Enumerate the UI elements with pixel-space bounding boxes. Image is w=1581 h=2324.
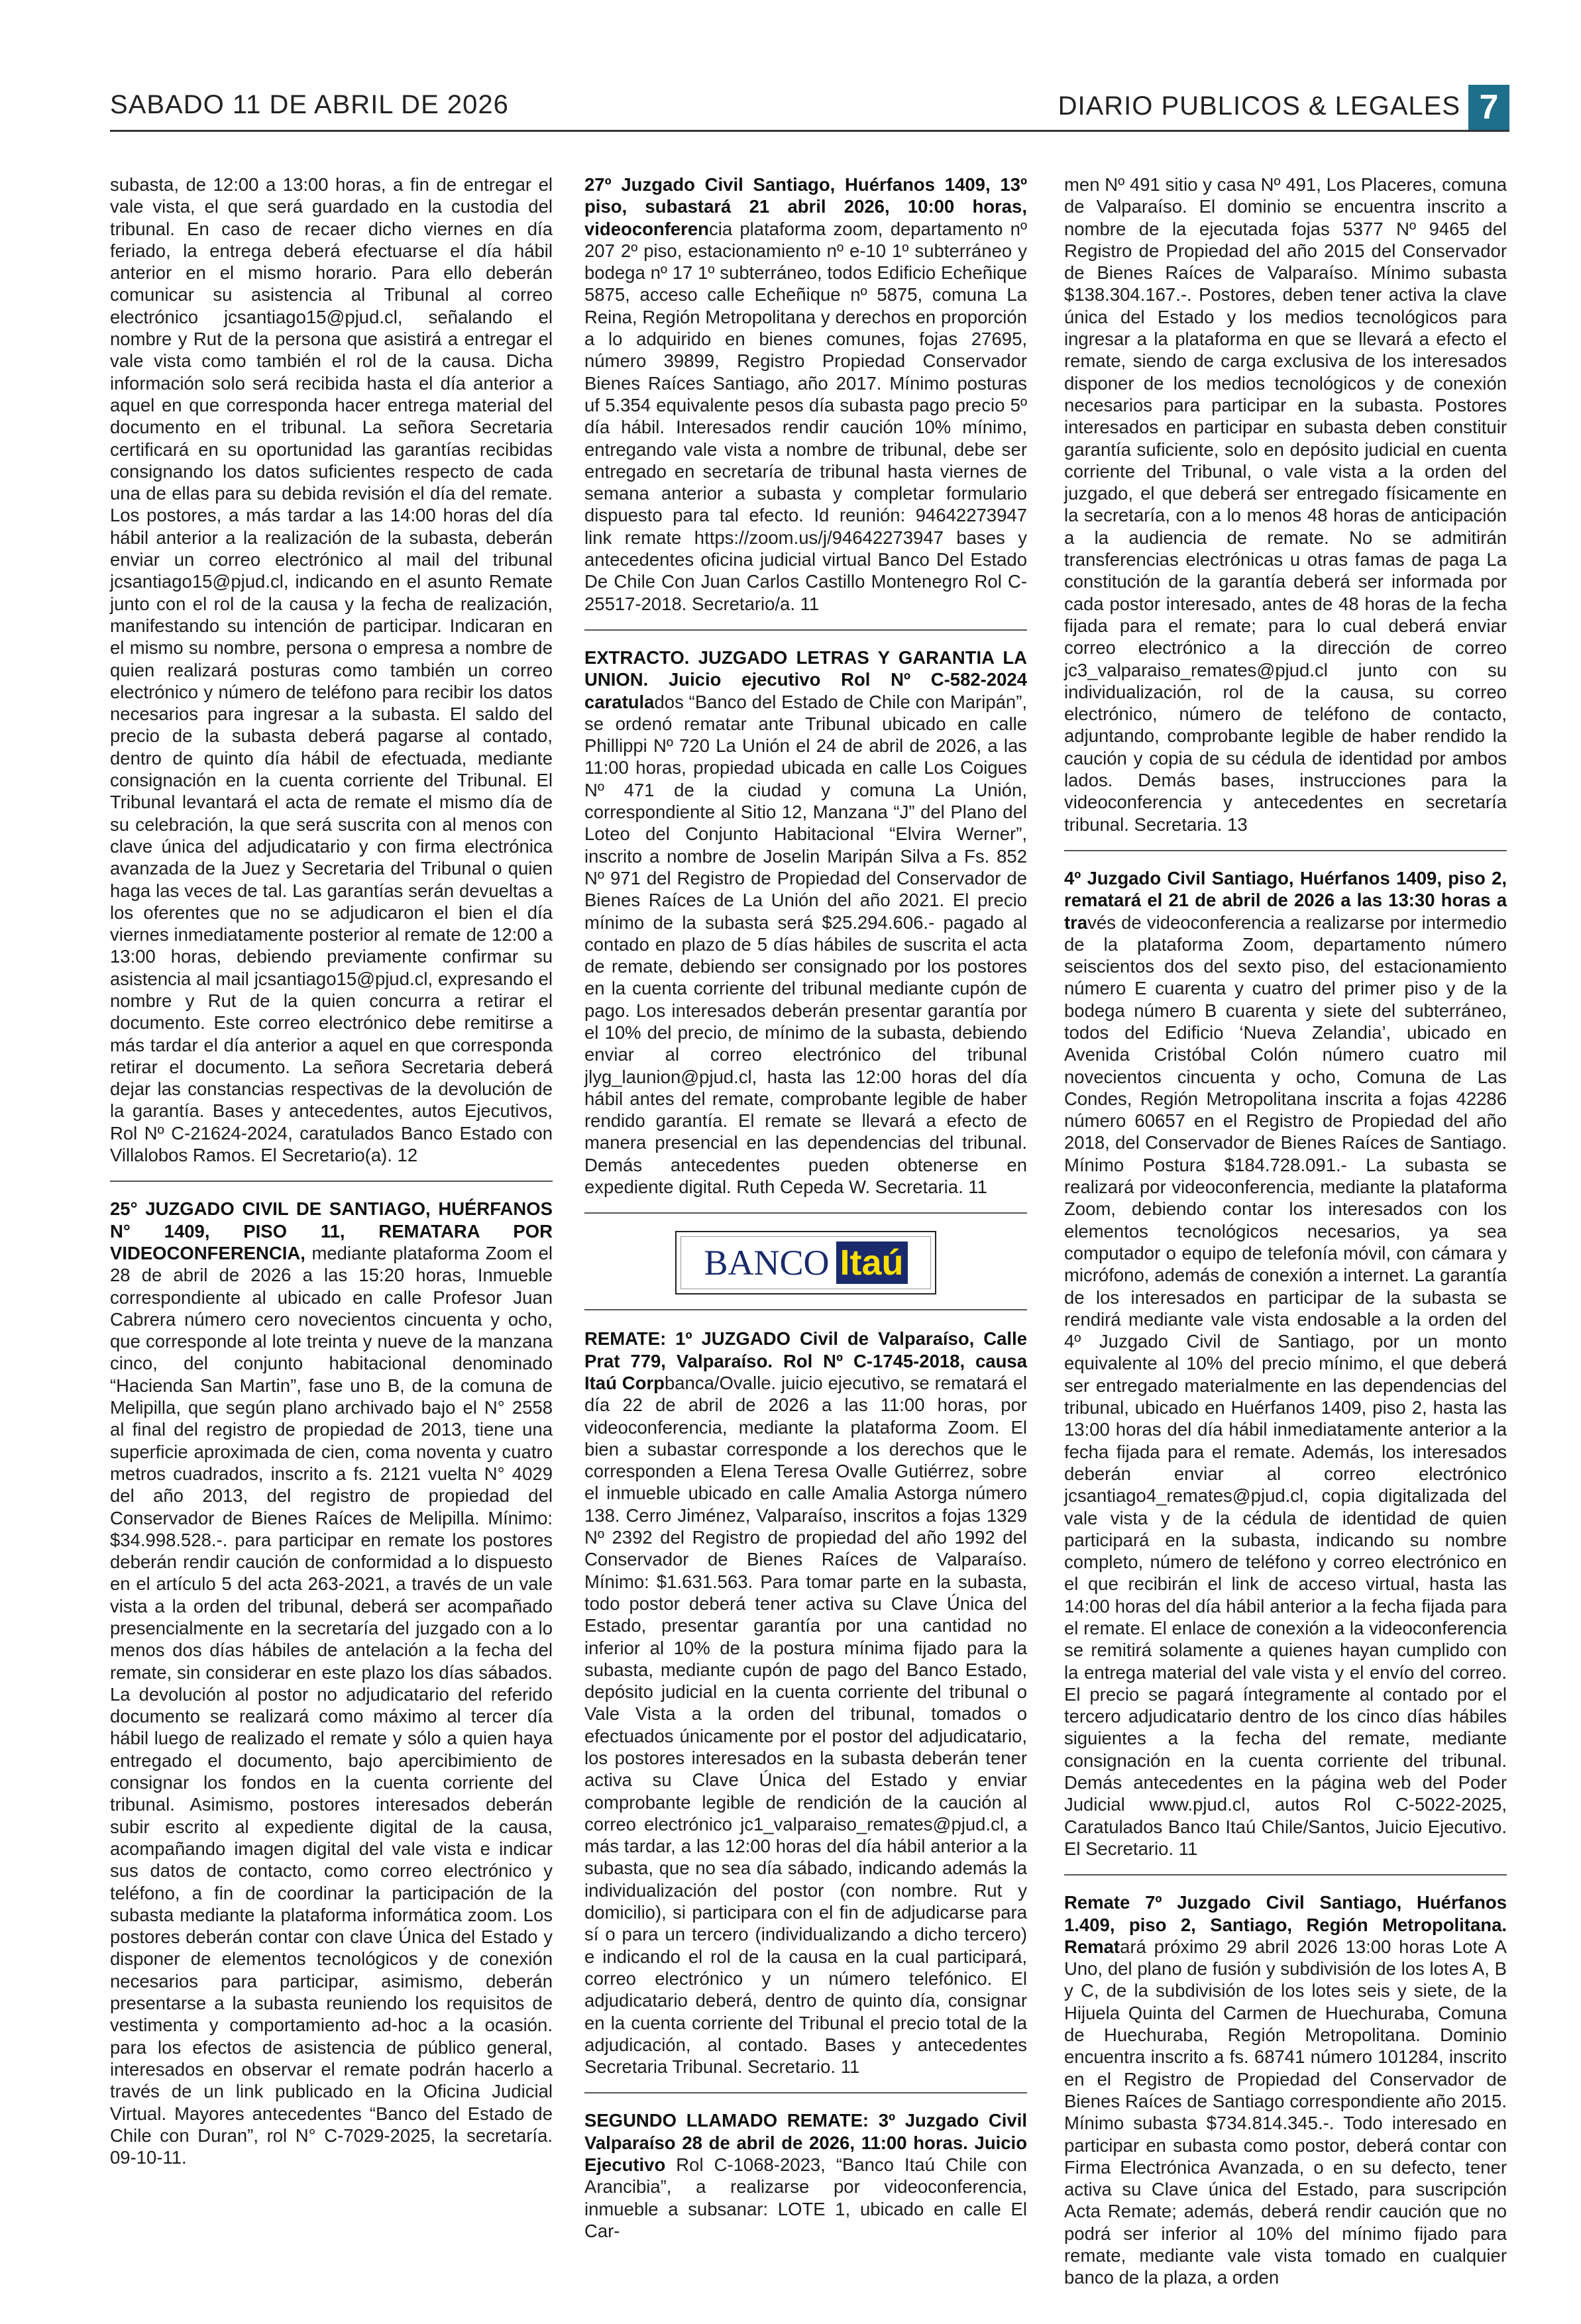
notice-divider: [1064, 1874, 1507, 1875]
notice-text: men Nº 491 sitio y casa Nº 491, Los Placeres, comuna de Valparaíso. El dominio se encuentra inscrito a nombre de la ejecutada fojas 5377 Nº 9465 del Registro de Propiedad del año 2015 del Conservador de Bienes Raíces de Valparaíso. Mínimo subasta $138.304.167.-. Postores, deben tener activa la clave única del Estado y los medios tecnológicos para ingresar a la plataforma en que se llevará a efecto el remate, siendo de carga exclusiva de los interesados disponer de los medios tecnológicos y de conexión necesarios para participar en la subasta. Postores interesados en participar en subasta deben constituir garantía suficiente, solo en depósito judicial en cuenta corriente del Tribunal, o vale vista a la orden del juzgado, el que deberá ser entregado físicamente en la secretaría, con a lo menos 48 horas de anticipación a la audiencia de remate. No se admitirán transferencias electrónicas u otras famas de paga La constitución de la garantía deberá ser informada por cada postor interesado, antes de 48 horas de la fecha fijada para el remate; para lo cual deberá enviar correo electrónico a la dirección de correo jc3_valparaiso_remates@pjud.cl junto con su individualización, rol de la causa, su correo electrónico, número de teléfono de contacto, adjuntando, comprobante legible de haber rendido la caución y copia de su cédula de identidad por ambos lados. Demás bases, instrucciones para la videoconferencia y antecedentes en secretaría tribunal. Secretaria. 13: [1064, 174, 1507, 835]
banco-itau-logo: [675, 1231, 936, 1294]
notice-heading: 25° JUZGADO CIVIL DE SANTIAGO, HUÉRFANOS N° 1409, PISO 11, REMATARA POR VIDEOCONFERENCIA,: [110, 1198, 553, 1263]
notice-divider: [110, 1181, 553, 1182]
issue-date: SABADO 11 DE ABRIL DE 2026: [110, 90, 509, 119]
notice-divider: [584, 629, 1027, 631]
logo-banco-text: BANCO: [704, 1242, 830, 1283]
notice-text: banca/Ovalle. juicio ejecutivo, se rematará el día 22 de abril de 2026 a las 11:00 horas, por videoconferencia, mediante la plataforma Zoom. El bien a subastar corresponde a los derechos que le corresponden a Elena Teresa Ovalle Gutiérrez, sobre el inmueble ubicado en calle Amalia Astorga número 138. Cerro Jiménez, Valparaíso, inscritos a fojas 1329 Nº 2392 del Registro de propiedad del año 1992 del Conservador de Bienes Raíces de Valparaíso. Mínimo: $1.631.563. Para tomar parte en la subasta, todo postor deberá tener activa su Clave Única del Estado, presentar garantía por una cantidad no inferior al 10% de la postura mínima fijado para la subasta, mediante cupón de pago del Banco Estado, depósito judicial en la cuenta corriente del tribunal o Vale Vista a la orden del tribunal, tomados o efectuados únicamente por el postor del adjudicatario, los postores interesados en la subasta deberán tener activa su Clave Única del Estado y enviar comprobante legible de rendición de la caución al correo electrónico jc1_valparaiso_remates@pjud.cl, a más tardar, a las 12:00 horas del día hábil anterior a la subasta, que no sea día sábado, indicando además la individualización del postor (con nombre. Rut y domicilio), si participara con el fin de adjudicarse para sí o para un tercero (individualizando a dicho tercero) e indicando el rol de la causa en la cual participará, correo electrónico y un número telefónico. El adjudicatario deberá, dentro de quinto día, consignar en la cuenta corriente del Tribunal el precio total de la adjudicación, al contado. Bases y antecedentes Secretaria Tribunal. Secretario. 11: [584, 1372, 1027, 2078]
notice-text: dos “Banco del Estado de Chile con Maripán”, se ordenó rematar ante Tribunal ubicado en calle Phillippi Nº 720 La Unión el 24 de abril de 2026, a las 11:00 horas, propiedad ubicada en calle Los Coigues Nº 471 de la ciudad y comuna La Unión, correspondiente al Sitio 12, Manzana “J” del Plano del Loteo del Conjunto Habitacional “Elvira Werner”, inscrito a nombre de Joselin Maripán Silva a Fs. 852 Nº 971 del Registro de Propiedad del Conservador de Bienes Raíces de La Unión del año 2021. El precio mínimo de la subasta será $25.294.606.- pagado al contado en plazo de 5 días hábiles de suscrita el acta de remate, debiendo ser consignado por los postores en la cuenta corriente del tribunal mediante cupón de pago. Los interesados deberán presentar garantía por el 10% del precio, de mínimo de la subasta, debiendo enviar al correo electrónico del tribunal jlyg_launion@pjud.cl, hasta las 12:00 horas del día hábil antes del remate, comprobante legible de haber rendido garantía. El remate se llevará a efecto de manera presencial en las dependencias del tribunal. Demás antecedentes pueden obtenerse en expediente digital. Ruth Cepeda W. Secretaria. 11: [584, 691, 1027, 1198]
notice-continuation: [110, 174, 553, 1166]
notice-1-juzgado-valparaiso: [584, 1328, 1027, 2078]
notice-heading: 27º Juzgado Civil Santiago, Huérfanos 1409, 13º piso, subastará 21 abril 2026, 10:00 horas, videoconferen: [584, 174, 1027, 239]
notice-heading: SEGUNDO LLAMADO REMATE: 3º Juzgado Civil Valparaíso 28 de abril de 2026, 11:00 horas. Juicio Ejecutivo: [584, 2110, 1027, 2176]
notice-text: ará próximo 29 abril 2026 13:00 horas Lote A Uno, del plano de fusión y subdivisión de los lotes A, B y C, de la subdivisión de los lotes seis y siete, de la Hijuela Quinta del Carmen de Huechuraba, Comuna de Huechuraba, Región Metropolitana. Dominio encuentra inscrito a fs. 68741 número 101284, inscrito en el Registro de Propiedad del Conservador de Bienes Raíces de Santiago correspondiente año 2015. Mínimo subasta $734.814.345.-. Todo interesado en participar en subasta como postor, deberá contar con Firma Electrónica Avanzada, o en su defecto, tener activa su Clave única del Estado, para suscripción Acta Remate; además, deberá rendir caución que no podrá ser inferior al 10% del mínimo fijado para remate, mediante vale vista tomado en cualquier banco de la plaza, a orden: [1064, 1936, 1507, 2288]
notice-text: mediante plataforma Zoom el 28 de abril de 2026 a las 15:20 horas, Inmueble correspondiente al ubicado en calle Profesor Juan Cabrera número cero novecientos cincuenta y ocho, que corresponde al lote treinta y nueve de la manzana cinco, del conjunto habitacional denominado “Hacienda San Martin”, fase uno B, de la comuna de Melipilla, que según plano archivado bajo el N° 2558 al final del registro de propiedad de 2013, tiene una superficie aproximada de cien, coma noventa y cuatro metros cuadrados, inscrito a fs. 2121 vuelta N° 4029 del año 2013, del registro de propiedad del Conservador de Bienes Raíces de Melipilla. Mínimo: $34.998.528.-. para participar en remate los postores deberán rendir caución de conformidad a lo dispuesto en el artículo 5 del acta 263-2021, a través de un vale vista a la orden del tribunal, deberá ser acompañado presencialmente en la secretaría del juzgado con a lo menos dos días hábiles de antelación a la fecha del remate, sin considerar en este plazo los días sábados. La devolución al postor no adjudicatario del referido documento se realizará como máximo al tercer día hábil luego de realizado el remate y sólo a quien haya entregado el documento, bajo apercibimiento de consignar los fondos en la cuenta corriente del tribunal. Asimismo, postores interesados deberán subir escrito al expediente digital de la causa, acompañando imagen digital del vale vista e indicar sus datos de contacto, como correo electrónico y teléfono, a fin de coordinar la participación de la subasta mediante la plataforma informática zoom. Los postores deberán contar con clave Única del Estado y disponer de elementos tecnológicos y de conexión necesarios para participar, asimismo, deberán presentarse a la subasta reuniendo los requisitos de vestimenta y comportamiento ad-hoc a la ocasión. para los efectos de asistencia de público general, interesados en observar el remate podrán hacerlo a través de un link publicado en la Oficina Judicial Virtual. Mayores antecedentes “Banco del Estado de Chile con Duran”, rol N° C-7029-2025, la secretaría. 09-10-11.: [110, 1242, 553, 2168]
notice-divider: [584, 2092, 1027, 2093]
notice-text: Rol C-1068-2023, “Banco Itaú Chile con Arancibia”, a realizarse por videoconferencia, inmueble a subsanar: LOTE 1, ubicado en calle El Car-: [584, 2154, 1027, 2241]
notice-divider: [584, 1212, 1027, 1214]
page-number-badge: 7: [1468, 85, 1509, 130]
notice-heading: Remate 7º Juzgado Civil Santiago, Huérfanos 1.409, piso 2, Santiago, Región Metropolitana. Remat: [1064, 1892, 1507, 1957]
notice-25-juzgado: [110, 1198, 553, 2168]
column-3: [1064, 174, 1507, 2289]
notice-7-juzgado: [1064, 1891, 1507, 2288]
column-2: [584, 174, 1027, 2242]
notice-text: vés de videoconferencia a realizarse por intermedio de la plataforma Zoom, departamento número seiscientos dos del sexto piso, del estacionamiento número E cuarenta y cuatro del primer piso y de la bodega número B cuarenta y siete del subterráneo, todos del Edificio ‘Nueva Zelandia’, ubicado en Avenida Cristóbal Colón número cuatro mil novecientos cincuenta y ocho, Comuna de Las Condes, Región Metropolitana inscrita a fojas 42286 número 60657 en el Registro de Propiedad del año 2018, del Conservador de Bienes Raíces de Santiago. Mínimo Postura $184.728.091.- La subasta se realizará por videoconferencia, mediante la plataforma Zoom, debiendo contar los interesados con los elementos tecnológicos necesarios, ya sea computador o equipo de telefonía móvil, con cámara y micrófono, además de conexión a internet. La garantía de los interesados en participar de la subasta se rendirá mediante vale vista endosable a la orden del 4º Juzgado Civil de Santiago, por un monto equivalente al 10% del precio mínimo, el que deberá ser entregado materialmente en las dependencias del tribunal, ubicado en Huérfanos 1409, piso 2, hasta las 13:00 horas del día hábil inmediatamente anterior a la fecha fijada para el remate. Además, los interesados deberán enviar al correo electrónico jcsantiago4_remates@pjud.cl, copia digitalizada del vale vista y de la cédula de identidad de quien participará en la subasta, indicando su nombre completo, número de teléfono y correo electrónico en el que recibirán el link de acceso virtual, hasta las 14:00 horas del día hábil anterior a la fecha fijada para el remate. El enlace de conexión a la videoconferencia se remitirá solamente a quienes hayan cumplido con la entrega material del vale vista y el envío del correo. El precio se pagará íntegramente al contado por el tercero adjudicatario dentro de los cinco días hábiles siguientes a la fecha del remate, mediante consignación en la cuenta corriente del tribunal. Demás antecedentes en la página web del Poder Judicial www.pjud.cl, autos Rol C-5022-2025, Caratulados Banco Itaú Chile/Santos, Juicio Ejecutivo. El Secretario. 11: [1064, 912, 1507, 1859]
notice-27-juzgado: [584, 174, 1027, 615]
notice-text: subasta, de 12:00 a 13:00 horas, a fin de entregar el vale vista, el que será guardado en la custodia del tribunal. En caso de recaer dicho viernes en día feriado, la entrega deberá efectuarse el día hábil anterior en el mismo horario. Para ello deberán comunicar su asistencia al Tribunal al correo electrónico jcsantiago15@pjud.cl, señalando el nombre y Rut de la persona que asistirá a entregar el vale vista como también el rol de la causa. Dicha información solo será recibida hasta el día anterior a aquel en que corresponda hacer entrega material del documento en el tribunal. La señora Secretaria certificará en su oportunidad las garantías recibidas consignando los datos suficientes respecto de cada una de ellas para su debida revisión el día del remate. Los postores, a más tardar a las 14:00 horas del día hábil anterior a la realización de la subasta, deberán enviar un correo electrónico al mail del tribunal jcsantiago15@pjud.cl, indicando en el asunto Remate junto con el rol de la causa y la fecha de realización, manifestando su intención de participar. Indicaran en el mismo su nombre, persona o empresa a nombre de quien realizará posturas como también un correo electrónico y número de teléfono para recibir los datos necesarios para ingresar a la subasta. El saldo del precio de la subasta deberá pagarse al contado, dentro de quinto día hábil de efectuada, mediante consignación en la cuenta corriente del Tribunal. El Tribunal levantará el acta de remate el mismo día de su celebración, la que será suscrita con al menos con clave única del adjudicatario y con firma electrónica avanzada de la Juez y Secretaria del Tribunal o quien haga las veces de tal. Las garantías serán devueltas a los oferentes que no se adjudicaron el bien el día viernes inmediatamente posterior al remate de 12:00 a 13:00 horas, debiendo previamente confirmar su asistencia al mail jcsantiago15@pjud.cl, expresando el nombre y Rut de la quien concurra a retirar el documento. Este correo electrónico debe remitirse a más tardar el día anterior a aquel en que corresponda retirar el documento. La señora Secretaria deberá dejar las constancias respectivas de la devolución de la garantía. Bases y antecedentes, autos Ejecutivos, Rol Nº C-21624-2024, caratulados Banco Estado con Villalobos Ramos. El Secretario(a). 12: [110, 174, 553, 1166]
column-1: [110, 174, 553, 2168]
notice-divider: [584, 1309, 1027, 1310]
notice-heading: REMATE: 1º JUZGADO Civil de Valparaíso, Calle Prat 779, Valparaíso. Rol Nº C-1745-2018, causa Itaú Corp: [584, 1328, 1027, 1393]
notice-text: cia plataforma zoom, departamento nº 207 2º piso, estacionamiento nº e-10 1º subterráneo y bodega nº 17 1º subterráneo, todos Edificio Echeñique 5875, acceso calle Echeñique nº 5875, comuna La Reina, Región Metropolitana y derechos en proporción a lo adquirido en bienes comunes, fojas 27695, número 39899, Registro Propiedad Conservador Bienes Raíces Santiago, año 2017. Mínimo posturas uf 5.354 equivalente pesos día subasta pago precio 5º día hábil. Interesados rendir caución 10% mínimo, entregando vale vista a nombre de tribunal, debe ser entregado en secretaría de tribunal hasta viernes de semana anterior a subasta y completar formulario dispuesto para tal efecto. Id reunión: 94642273947 link remate https://zoom.us/j/94642273947 bases y antecedentes oficina judicial virtual Banco Del Estado De Chile Con Juan Carlos Castillo Montenegro Rol C-25517-2018. Secretario/a. 11: [584, 218, 1027, 614]
header-rule: [110, 130, 1509, 132]
page-header: [110, 87, 1509, 129]
notice-4-juzgado: [1064, 867, 1507, 1860]
publication-title: DIARIO PUBLICOS & LEGALES: [1058, 91, 1460, 121]
notice-heading: EXTRACTO. JUZGADO LETRAS Y GARANTIA LA UNION. Juicio ejecutivo Rol Nº C-582-2024 caratula: [584, 647, 1027, 712]
notice-la-union: [584, 647, 1027, 1198]
logo-itau-text: Itaú: [836, 1241, 908, 1284]
notice-divider: [1064, 850, 1507, 851]
notice-continuation: [1064, 174, 1507, 835]
notice-3-juzgado-valparaiso: [584, 2109, 1027, 2242]
notice-heading: 4º Juzgado Civil Santiago, Huérfanos 1409, piso 2, rematará el 21 de abril de 2026 a las 13:30 horas a tra: [1064, 867, 1507, 933]
